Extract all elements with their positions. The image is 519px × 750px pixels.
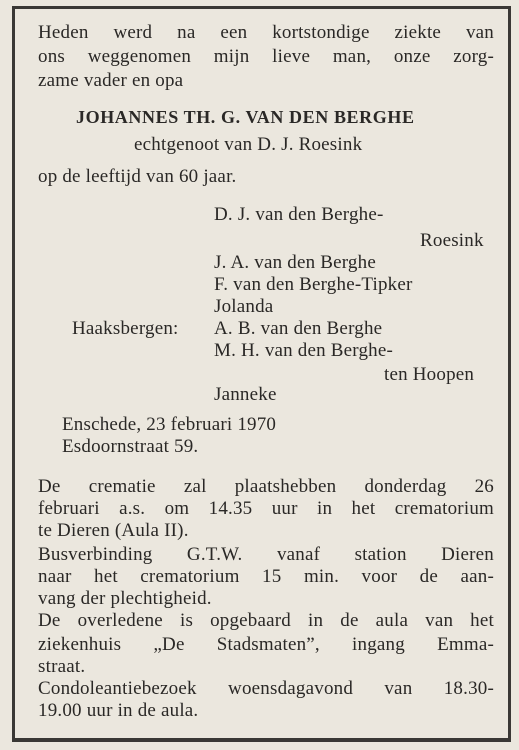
family-member: F. van den Berghe-Tipker xyxy=(214,274,413,295)
details-line: Busverbinding G.T.W. vanaf station Dieren xyxy=(38,544,494,565)
spouse-line: echtgenoot van D. J. Roesink xyxy=(134,134,363,155)
place-label: Haaksbergen: xyxy=(72,318,179,339)
details-line: De crematie zal plaatshebben donderdag 26 xyxy=(38,476,494,497)
family-member: Jolanda xyxy=(214,296,274,317)
family-member: Janneke xyxy=(214,384,277,405)
details-line: De overledene is opgebaard in de aula van het xyxy=(38,610,494,631)
intro-line: zame vader en opa xyxy=(38,70,184,91)
address-line: Esdoornstraat 59. xyxy=(62,436,199,457)
family-member: M. H. van den Berghe- xyxy=(214,340,394,361)
right-border xyxy=(508,6,511,742)
family-member: D. J. van den Berghe- xyxy=(214,204,384,225)
details-line: naar het crematorium 15 min. voor de aan- xyxy=(38,566,494,587)
family-member-cont: Roesink xyxy=(420,230,484,251)
address-line: Enschede, 23 februari 1970 xyxy=(62,414,277,435)
bottom-border xyxy=(14,738,510,742)
family-member: A. B. van den Berghe xyxy=(214,318,383,339)
details-line: februari a.s. om 14.35 uur in het crematorium xyxy=(38,498,494,519)
intro-line: Heden werd na een kortstondige ziekte van xyxy=(38,22,494,43)
family-member: J. A. van den Berghe xyxy=(214,252,376,273)
details-line: Condoleantiebezoek woensdagavond van 18.30- xyxy=(38,678,494,699)
details-line: 19.00 uur in de aula. xyxy=(38,700,199,721)
details-line: vang der plechtigheid. xyxy=(38,588,212,609)
details-line: straat. xyxy=(38,656,86,677)
details-line: ziekenhuis „De Stadsmaten”, ingang Emma- xyxy=(38,634,494,655)
top-border xyxy=(14,6,510,9)
age-line: op de leeftijd van 60 jaar. xyxy=(38,166,237,187)
intro-line: ons weggenomen mijn lieve man, onze zorg- xyxy=(38,46,494,67)
deceased-name: JOHANNES TH. G. VAN DEN BERGHE xyxy=(76,107,415,127)
family-member-cont: ten Hoopen xyxy=(384,364,475,385)
details-line: te Dieren (Aula II). xyxy=(38,520,189,541)
left-border xyxy=(12,6,15,742)
